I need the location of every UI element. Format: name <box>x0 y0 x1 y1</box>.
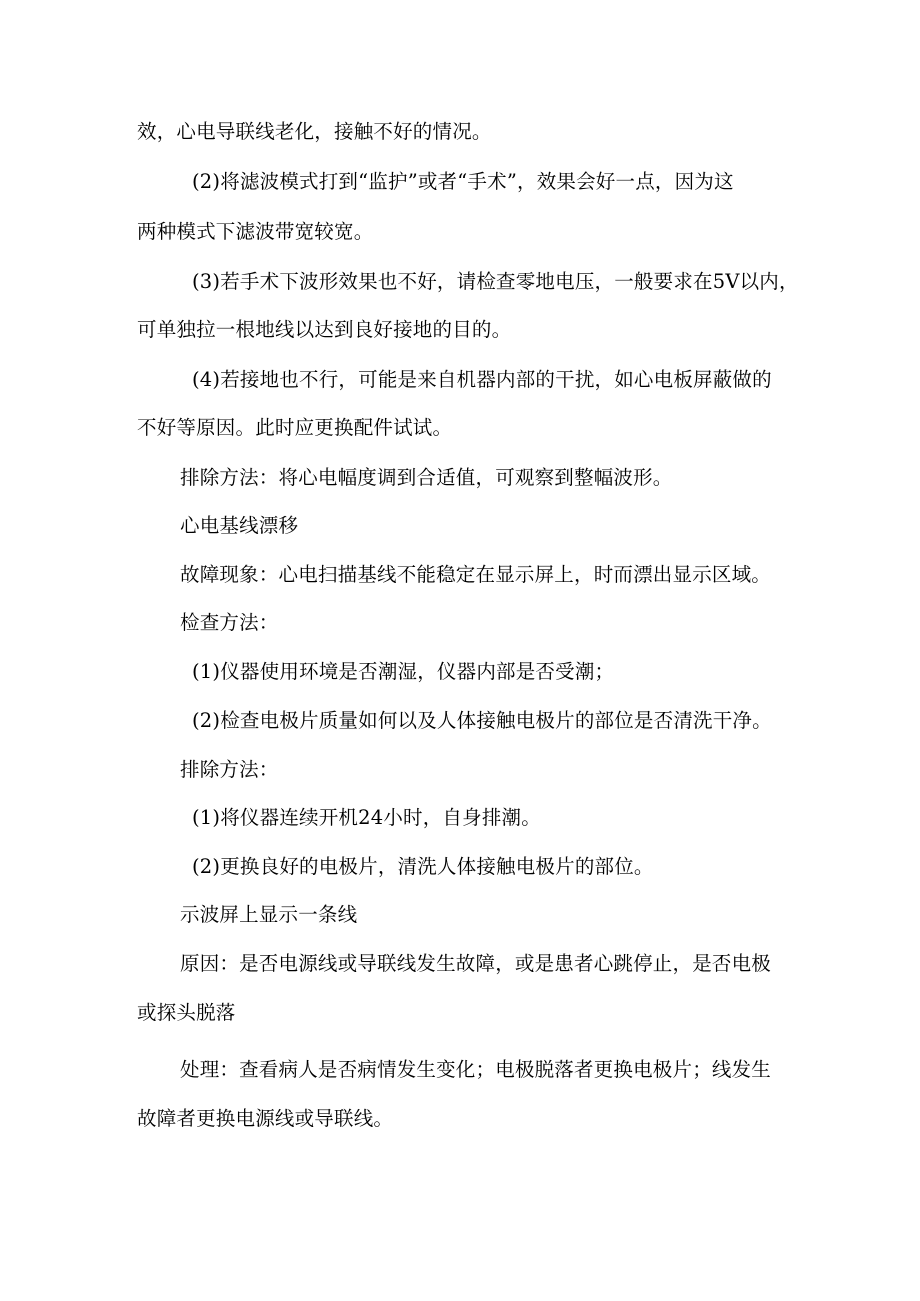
paragraph-line-18: 原因：是否电源线或导联线发生故障，或是患者心跳停止，是否电极 <box>180 952 772 975</box>
paragraph-line-7: 不好等原因。此时应更换配件试试。 <box>137 416 453 439</box>
paragraph-line-21: 故障者更换电源线或导联线。 <box>137 1107 394 1130</box>
paragraph-line-1: 效，心电导联线老化，接触不好的情况。 <box>137 120 492 143</box>
paragraph-line-4: (3)若手术下波形效果也不好，请检查零地电压，一般要求在5V以内， <box>192 270 799 293</box>
paragraph-line-8: 排除方法：将心电幅度调到合适值，可观察到整幅波形。 <box>180 466 673 489</box>
paragraph-line-12: (1)仪器使用环境是否潮湿，仪器内部是否受潮； <box>192 660 615 683</box>
paragraph-line-5: 可单独拉一根地线以达到良好接地的目的。 <box>137 318 512 341</box>
paragraph-line-16: (2)更换良好的电极片，清洗人体接触电极片的部位。 <box>192 855 654 878</box>
paragraph-line-3: 两种模式下滤波带宽较宽。 <box>137 220 374 243</box>
paragraph-line-11: 检查方法： <box>180 611 279 634</box>
paragraph-line-19: 或探头脱落 <box>137 1001 236 1024</box>
paragraph-line-14: 排除方法： <box>180 758 279 781</box>
paragraph-line-10: 故障现象：心电扫描基线不能稳定在显示屏上，时而漂出显示区域。 <box>180 563 772 586</box>
section-heading-baseline-drift: 心电基线漂移 <box>180 514 299 537</box>
section-heading-flat-line: 示波屏上显示一条线 <box>180 903 358 926</box>
paragraph-line-6: (4)若接地也不行，可能是来自机器内部的干扰，如心电板屏蔽做的 <box>192 368 772 391</box>
paragraph-line-20: 处理：查看病人是否病情发生变化；电极脱落者更换电极片；线发生 <box>180 1058 772 1081</box>
paragraph-line-15: (1)将仪器连续开机24小时，自身排潮。 <box>192 806 541 829</box>
paragraph-line-2: (2)将滤波模式打到“监护”或者“手术”，效果会好一点，因为这 <box>192 170 734 193</box>
paragraph-line-13: (2)检查电极片质量如何以及人体接触电极片的部位是否清洗干净。 <box>192 709 772 732</box>
